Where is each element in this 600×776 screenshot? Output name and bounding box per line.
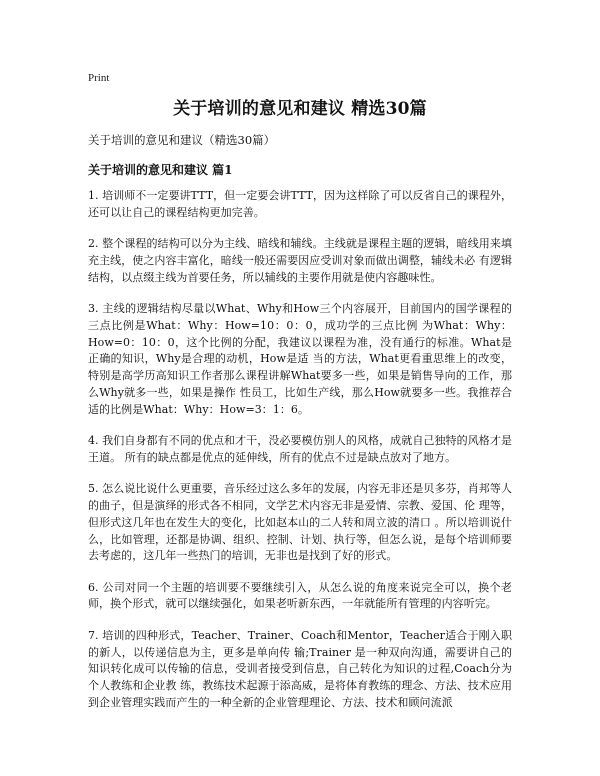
paragraph-4: 4. 我们自身都有不同的优点和才干，没必要模仿别人的风格，成就自己独特的风格才是王道。 所有的缺点都是优点的延伸线，所有的优点不过是缺点放对了地方。 bbox=[88, 434, 512, 464]
paragraph-3: 3. 主线的逻辑结构尽量以What、Why和How三个内容展开，目前国内的国学课程的三点比例是What：Why：How=10：0：0，成功学的三点比例 为What：Why：How=0：10：0，这个比例的分配，我建议以课程为准，没有通行的标准。What是正确的知识，Why是合理的动机，How是适 当的方法，What更看重思维上的改变，特别是高学历高知识工作者那么课程讲解What要多一些，如果是销售导向的工作，那么Why就多一些，如果是操作 性员工，比如生产线，那么How就要多一些。我推荐合适的比例是What：Why：How=3：1：6。 bbox=[88, 301, 512, 416]
paragraph-6: 6. 公司对同一个主题的培训要不要继续引入，从怎么说的角度来说完全可以，换个老师，换个形式，就可以继续强化，如果老听新东西，一年就能所有管理的内容听完。 bbox=[88, 580, 512, 611]
section-heading: 关于培训的意见和建议 篇1 bbox=[88, 163, 233, 177]
document-title: 关于培训的意见和建议 精选30篇 bbox=[173, 99, 427, 119]
print-link[interactable]: Print bbox=[88, 72, 110, 84]
document-subtitle: 关于培训的意见和建议（精选30篇） bbox=[88, 133, 276, 147]
paragraph-2: 2. 整个课程的结构可以分为主线、暗线和辅线。主线就是课程主题的逻辑，暗线用来填充主线，使之内容丰富化，暗线一般还需要因应受训对象而做出调整，辅线未必 有逻辑结构，以点缀主线为首要任务，所以辅线的主要作用就是使内容趣味性。 bbox=[88, 237, 512, 284]
paragraph-1: 1. 培训师不一定要讲TTT，但一定要会讲TTT，因为这样除了可以反省自己的课程外，还可以让自己的课程结构更加完善。 bbox=[88, 189, 512, 219]
paragraph-5: 5. 怎么说比说什么更重要，音乐经过这么多年的发展，内容无非还是贝多芬，肖邦等人的曲子，但是演绎的形式各不相同，文学艺术内容无非是爱情、宗教、爱国、伦 理等，但形式这几年也在发生大的变化，比如赵本山的二人转和周立波的清口 。所以培训说什么，比如管理，还都是协调、组织、控制、计划、执行等，但怎么说，是每个培训师要去考虑的，这几年一些热门的培训，无非也是找到了好的形式。 bbox=[88, 482, 512, 563]
article-body bbox=[88, 188, 512, 726]
paragraph-7: 7. 培训的四种形式，Teacher、Trainer、Coach和Mentor，Teacher适合于刚入职的新人，以传递信息为主，更多是单向传 输;Trainer 是一种双向沟通，需要讲自己的知识转化成可以传输的信息，受训者接受到信息，自己转化为知识的过程,Coach分为个人教练和企业教 练，教练技术起源于添高威，是将体育教练的理念、方法、技术应用到企业管理实践而产生的一种全新的企业管理理论、方法、技术和顾问流派 bbox=[88, 628, 512, 709]
